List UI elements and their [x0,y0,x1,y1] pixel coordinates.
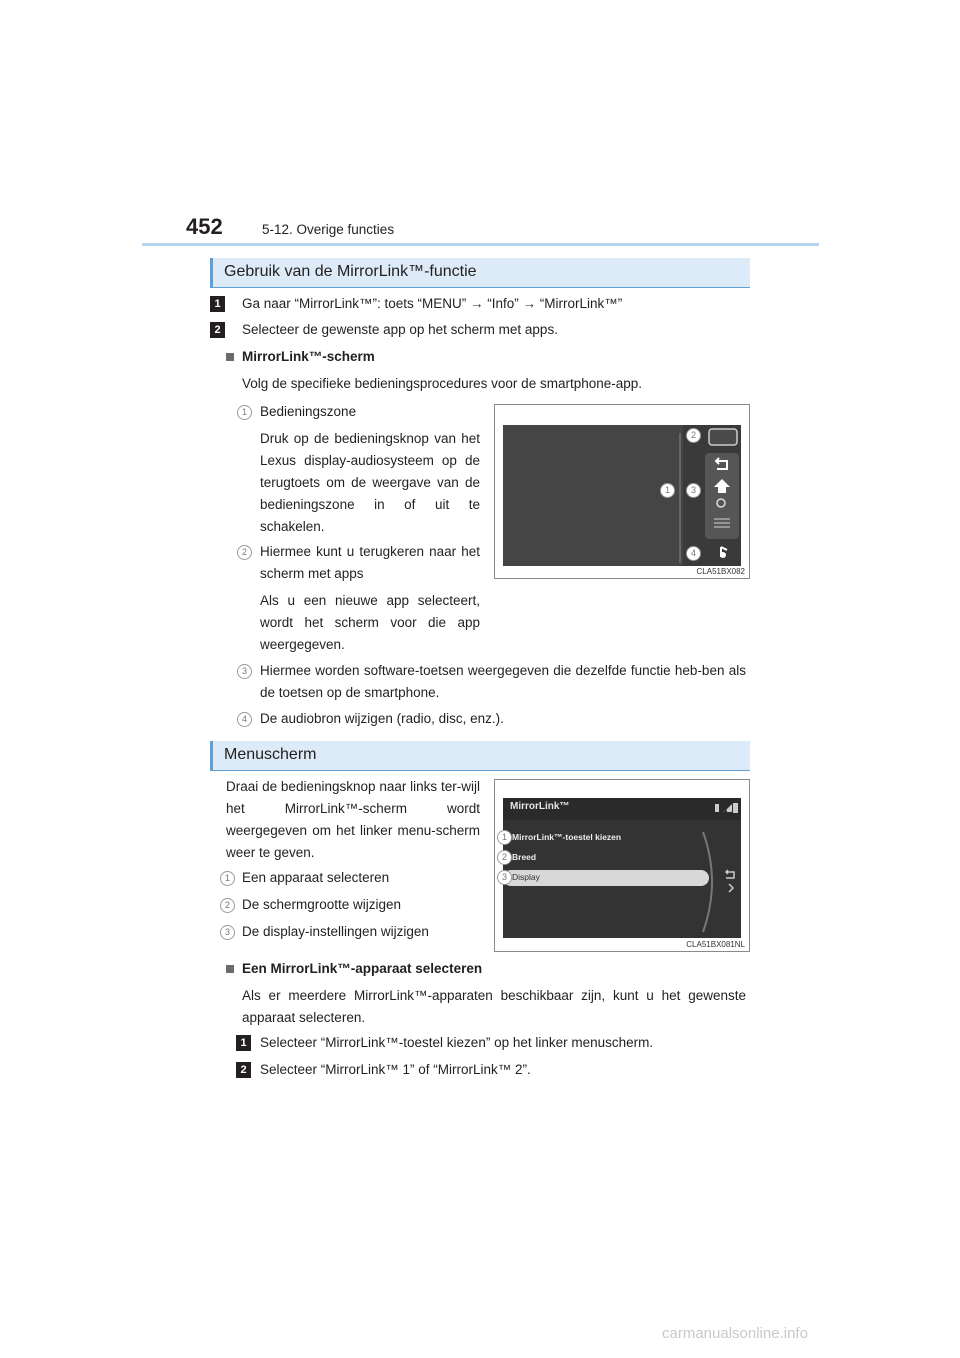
screen-illustration [495,405,749,578]
subheading: MirrorLink™-scherm [242,349,375,364]
subheading: Een MirrorLink™-apparaat selecteren [242,961,483,976]
figure-callout: 3 [686,483,701,498]
app-area [503,425,683,566]
step-text: Selecteer “MirrorLink™-toestel kiezen” op het linker menuscherm. [260,1035,654,1050]
item-description: Druk op de bedieningsknop van het Lexus display-audiosysteem op de terugtoets om de weergave van de bedieningszone in of uit te schakelen. [260,431,480,534]
control-zone [705,453,739,539]
callout-number: 2 [237,545,252,560]
intro-text: Draai de bedieningsknop naar links ter-wijl het MirrorLink™-scherm wordt weergegeven om het linker menu-scherm weer te geven. [226,779,480,860]
bullet-square [226,965,234,973]
item-description: Hiermee worden software-toetsen weergegeven die dezelfde functie heb-ben als de toetsen op de smartphone. [260,663,746,700]
step-number-box: 2 [236,1062,251,1078]
callout-number: 2 [220,898,235,913]
section-title: Menuscherm [224,746,317,763]
paragraph: Als er meerdere MirrorLink™-apparaten beschikbaar zijn, kunt u het gewenste apparaat selecteren. [242,988,746,1025]
mirrorlink-screen-figure [494,404,750,579]
callout-number: 3 [220,925,235,940]
item-description: Als u een nieuwe app selecteert, wordt het scherm voor die app weergegeven. [260,593,480,652]
page-number: 452 [186,214,223,239]
menu-screen-figure [494,779,750,952]
menu-item: MirrorLink™-toestel kiezen [512,832,622,842]
menu-item-selected: Display [512,872,540,882]
watermark: carmanualsonline.info [662,1325,808,1342]
figure-code: CLA51BX081NL [686,940,745,949]
intro-text: Volg de specifieke bedieningsprocedures voor de smartphone-app. [242,376,643,391]
section-heading-menuscherm [210,741,750,771]
battery-icon [733,803,738,813]
callout-number: 1 [237,405,252,420]
figure-callout: 4 [686,546,701,561]
music-icon-dot [720,552,726,558]
screen-title: MirrorLink™ [510,801,570,812]
section-title: Gebruik van de MirrorLink™-functie [224,263,477,280]
menu-item: Breed [512,852,537,862]
bullet-square [226,353,234,361]
figure-code: CLA51BX082 [696,567,745,576]
step-number-box: 1 [210,296,225,312]
item-description: Een apparaat selecteren [242,870,390,885]
item-title: Hiermee kunt u terugkeren naar het scherm met apps [260,544,480,581]
section-heading-mirrorlink [210,258,750,288]
callout-number: 1 [220,871,235,886]
figure-callout: 3 [497,870,512,885]
step-text: Ga naar “MirrorLink™”: toets “MENU” → “Info” → “MirrorLink™” [242,296,623,311]
step-text: Selecteer “MirrorLink™ 1” of “MirrorLink™ 2”. [260,1062,531,1077]
callout-number: 3 [237,664,252,679]
bluetooth-icon [715,804,719,812]
item-description: De schermgrootte wijzigen [242,897,402,912]
callout-number: 4 [237,712,252,727]
item-description: De display-instellingen wijzigen [242,924,429,939]
step-text: Selecteer de gewenste app op het scherm met apps. [242,322,558,337]
figure-callout: 2 [497,850,512,865]
figure-callout: 1 [497,830,512,845]
chapter-title: 5-12. Overige functies [262,222,395,237]
step-number-box: 1 [236,1035,251,1051]
figure-callout: 2 [686,428,701,443]
item-title: Bedieningszone [260,404,357,419]
step-number-box: 2 [210,322,225,338]
item-description: De audiobron wijzigen (radio, disc, enz.). [260,711,504,726]
figure-callout: 1 [660,483,675,498]
apps-button [709,429,737,445]
header-rule [142,243,819,246]
